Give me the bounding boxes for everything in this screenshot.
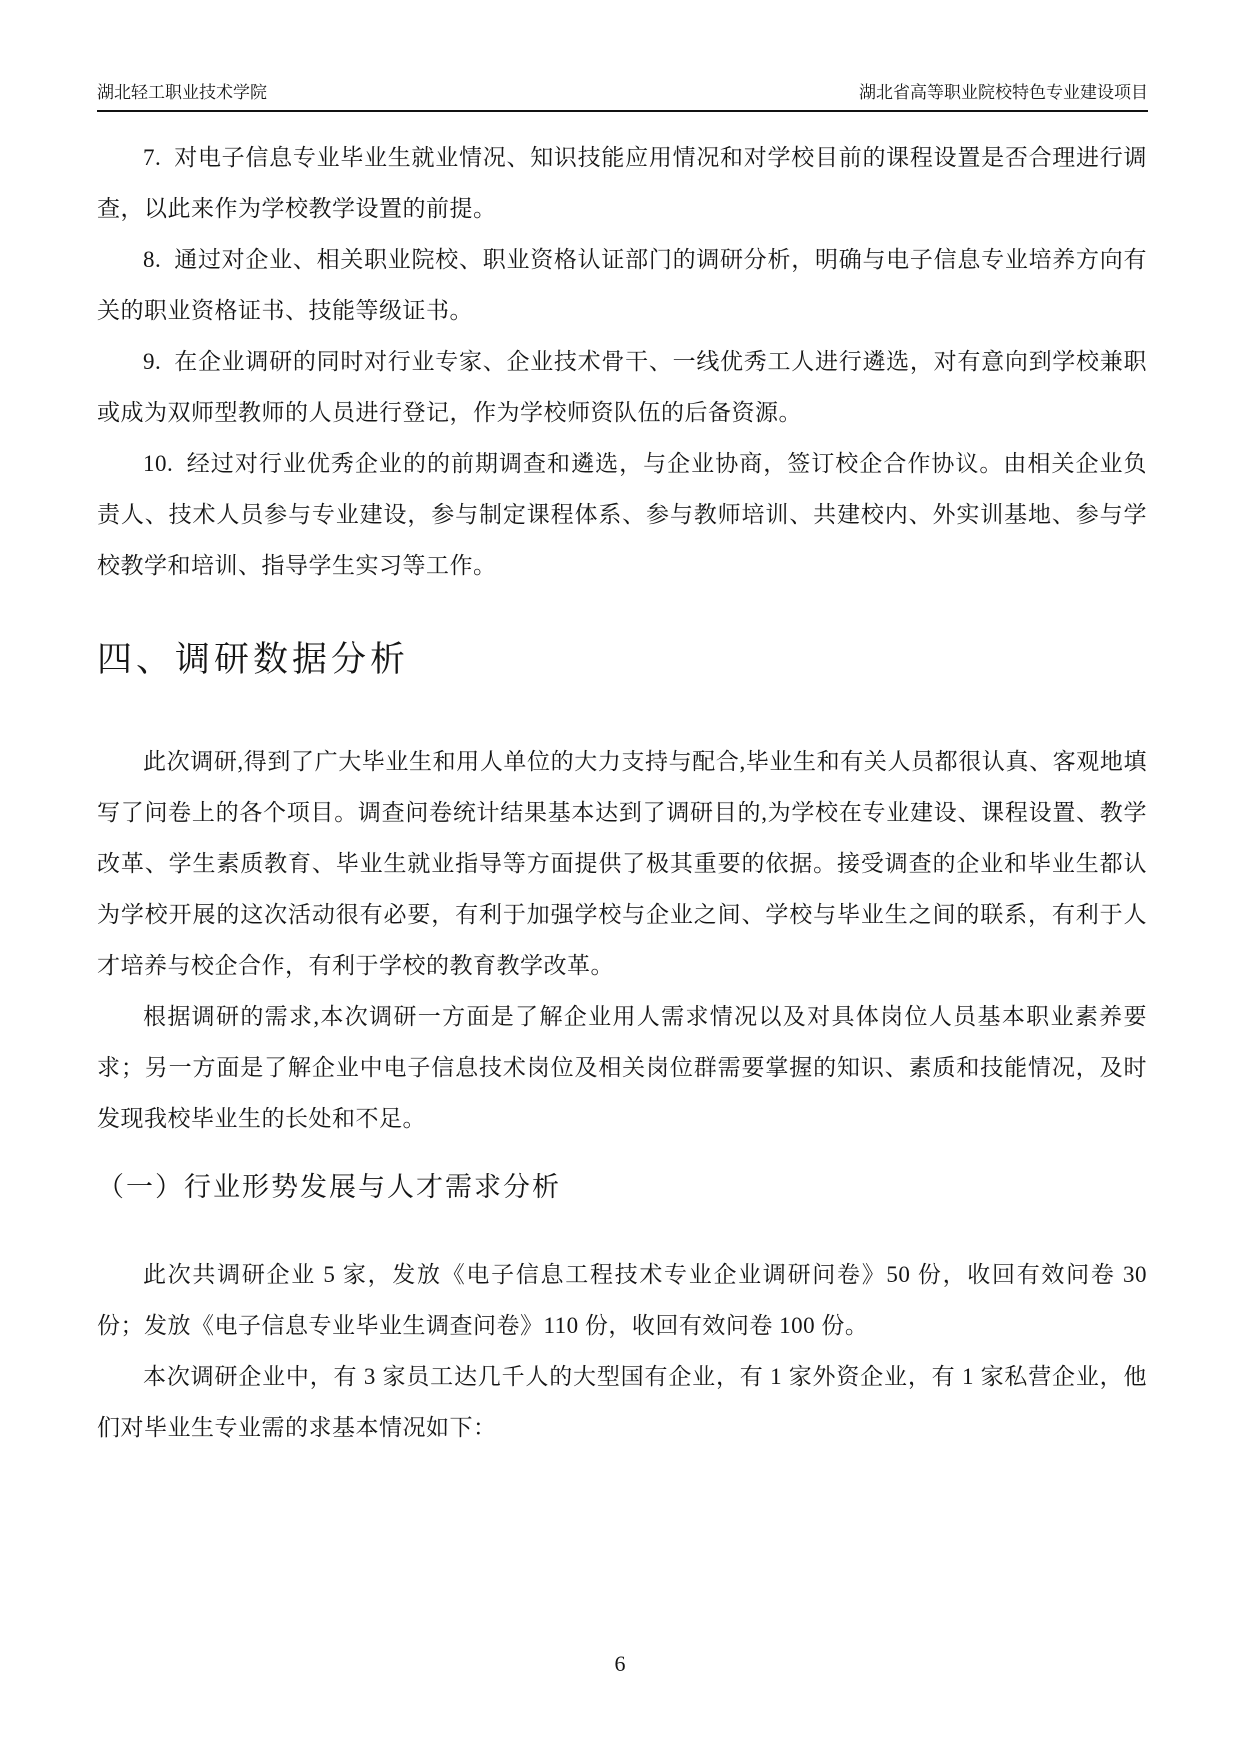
- header-right-title: 湖北省高等职业院校特色专业建设项目: [859, 83, 1148, 102]
- list-item-10: 10. 经过对行业优秀企业的的前期调查和遴选，与企业协商，签订校企合作协议。由相关企业负责人、技术人员参与专业建设，参与制定课程体系、参与教师培训、共建校内、外实训基地、参与学校教学和培训、指导学生实习等工作。: [97, 451, 1147, 578]
- document-body: [97, 112, 1147, 1453]
- list-item-9: 9. 在企业调研的同时对行业专家、企业技术骨干、一线优秀工人进行遴选，对有意向到学校兼职或成为双师型教师的人员进行登记，作为学校师资队伍的后备资源。: [97, 349, 1147, 425]
- list-item-7: 7. 对电子信息专业毕业生就业情况、知识技能应用情况和对学校目前的课程设置是否合理进行调查，以此来作为学校教学设置的前提。: [97, 145, 1147, 221]
- subsection-heading: （一）行业形势发展与人才需求分析: [97, 1172, 561, 1202]
- page-footer: [0, 1650, 1240, 1678]
- page-header: [97, 82, 1148, 112]
- section-paragraph-1: 此次调研,得到了广大毕业生和用人单位的大力支持与配合,毕业生和有关人员都很认真、客观地填写了问卷上的各个项目。调查问卷统计结果基本达到了调研目的,为学校在专业建设、课程设置、教学改革、学生素质教育、毕业生就业指导等方面提供了极其重要的依据。接受调查的企业和毕业生都认为学校开展的这次活动很有必要，有利于加强学校与企业之间、学校与毕业生之间的联系，有利于人才培养与校企合作，有利于学校的教育教学改革。: [97, 749, 1147, 978]
- page-number: 6: [614, 1651, 626, 1676]
- list-item-8: 8. 通过对企业、相关职业院校、职业资格认证部门的调研分析，明确与电子信息专业培养方向有关的职业资格证书、技能等级证书。: [97, 247, 1147, 323]
- header-left-title: 湖北轻工职业技术学院: [97, 83, 267, 102]
- section-paragraph-2: 根据调研的需求,本次调研一方面是了解企业用人需求情况以及对具体岗位人员基本职业素养要求；另一方面是了解企业中电子信息技术岗位及相关岗位群需要掌握的知识、素质和技能情况，及时发现我校毕业生的长处和不足。: [97, 1004, 1147, 1131]
- subsection-paragraph-1: 此次共调研企业 5 家，发放《电子信息工程技术专业企业调研问卷》50 份，收回有效问卷 30 份；发放《电子信息专业毕业生调查问卷》110 份，收回有效问卷 100 份。: [97, 1262, 1147, 1338]
- section-heading: 四、调研数据分析: [97, 640, 410, 679]
- subsection-paragraph-2: 本次调研企业中，有 3 家员工达几千人的大型国有企业，有 1 家外资企业，有 1 家私营企业，他们对毕业生专业需的求基本情况如下：: [97, 1364, 1147, 1440]
